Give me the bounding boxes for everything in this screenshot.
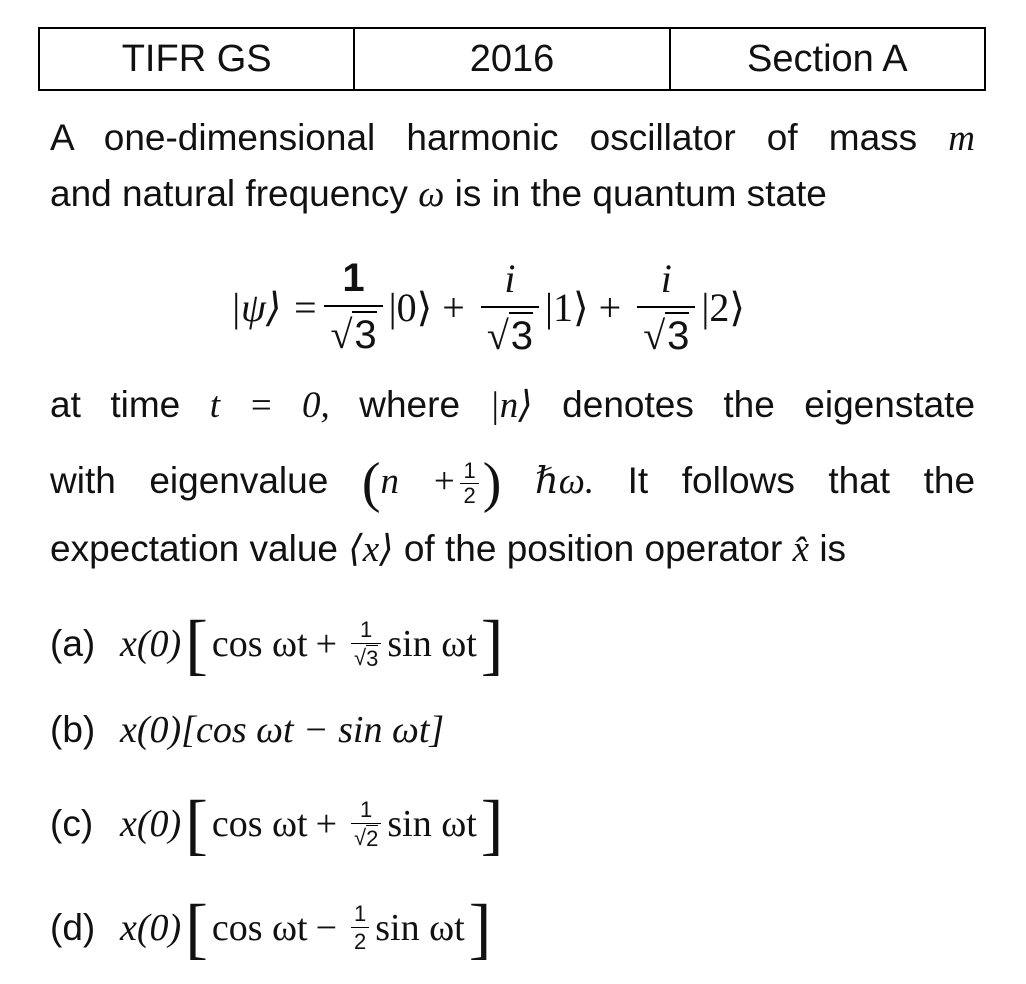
denominator: 2 [351, 927, 369, 955]
sign: + [315, 623, 338, 665]
sign: + [315, 803, 338, 845]
question-line-4 [50, 452, 976, 515]
option-a[interactable] [50, 606, 507, 682]
numerator: i [504, 256, 516, 301]
denominator: 3 [354, 313, 377, 357]
question-text: denotes the eigenstate [562, 384, 976, 425]
denominator: 2 [460, 483, 478, 508]
left-bracket: [ [185, 606, 208, 682]
sin-term: sin ωt [387, 623, 477, 665]
question-text: where [359, 384, 461, 425]
question-text: at time [50, 384, 181, 425]
header-exam: TIFR GS [121, 37, 272, 80]
x0: x(0) [120, 623, 182, 665]
question-line-2 [50, 165, 975, 224]
question-text: and natural frequency [50, 173, 408, 214]
ket-2: |2⟩ [701, 284, 746, 330]
mass-symbol: m [948, 118, 976, 159]
question-text: with eigenvalue [50, 460, 329, 501]
denominator: 3 [667, 314, 690, 358]
sqrt-sign: √ [643, 313, 666, 358]
option-d[interactable] [50, 890, 495, 966]
sin-term: sin ωt [387, 803, 477, 845]
question-text: of the position operator [403, 528, 783, 569]
coef-3 [637, 255, 695, 359]
right-bracket: ] [480, 786, 504, 862]
option-c[interactable] [50, 786, 507, 862]
sign: − [315, 907, 338, 949]
plus-sign: + [598, 284, 622, 330]
n-plus: n + [380, 461, 457, 502]
option-b[interactable] [50, 700, 444, 760]
option-label: (a) [50, 623, 96, 664]
time-zero: t = 0, [209, 385, 330, 426]
option-expression: x(0)[cos ωt − sin ωt] [120, 709, 445, 751]
coefficient: 1 √ 3 [351, 617, 381, 672]
equation-lhs: |ψ⟩ = [230, 284, 319, 330]
question-text: is [819, 528, 847, 569]
sqrt-sign: √ [330, 312, 353, 357]
denominator: 3 [366, 645, 379, 671]
left-bracket: [ [185, 786, 208, 862]
numerator: 1 [342, 256, 365, 300]
option-label: (c) [50, 803, 94, 844]
numerator: 1 [360, 616, 373, 642]
question-line-5 [50, 520, 975, 579]
header-year: 2016 [353, 29, 668, 89]
half-fraction [460, 459, 478, 508]
option-label: (d) [50, 907, 96, 948]
coefficient: 1 √ 2 [351, 797, 381, 852]
coefficient [351, 901, 369, 955]
sin-term: sin ωt [375, 907, 465, 949]
left-paren: ( [361, 452, 381, 515]
header-section: Section A [669, 29, 984, 89]
x0: x(0) [120, 803, 182, 845]
question-text: It follows that the [627, 460, 976, 501]
hbar-omega: ℏω. [534, 461, 595, 502]
ket-0: |0⟩ [388, 284, 433, 330]
question-line-1 [50, 109, 975, 168]
numerator: i [660, 256, 672, 301]
left-bracket: [ [185, 890, 208, 966]
cos-term: cos ωt [211, 907, 308, 949]
numerator: 1 [463, 457, 476, 483]
expectation-x: ⟨x⟩ [348, 529, 394, 570]
coef-1 [324, 256, 382, 358]
sqrt-sign: √ [486, 313, 509, 358]
ket-1: |1⟩ [545, 284, 589, 330]
question-text: expectation value [50, 528, 338, 569]
x0: x(0) [120, 907, 182, 949]
denominator: 3 [510, 314, 534, 358]
cos-term: cos ωt [211, 803, 308, 845]
numerator: 1 [360, 796, 373, 822]
numerator: 1 [354, 901, 367, 926]
option-label: (b) [50, 709, 96, 750]
right-paren: ) [482, 452, 502, 515]
ket-n: |n⟩ [489, 385, 533, 426]
question-text: A one-dimensional harmonic oscillator of mass [50, 117, 918, 158]
cos-term: cos ωt [211, 623, 308, 665]
omega-symbol: ω [418, 174, 445, 215]
coef-2 [481, 255, 539, 359]
x-hat-operator: x̂ [792, 529, 810, 570]
question-line-3 [50, 376, 975, 435]
denominator: 2 [366, 825, 379, 851]
right-bracket: ] [480, 606, 504, 682]
question-text: is in the quantum state [454, 173, 827, 214]
header-table [38, 27, 986, 91]
right-bracket: ] [468, 890, 492, 966]
state-equation [230, 252, 745, 362]
plus-sign: + [442, 284, 465, 330]
